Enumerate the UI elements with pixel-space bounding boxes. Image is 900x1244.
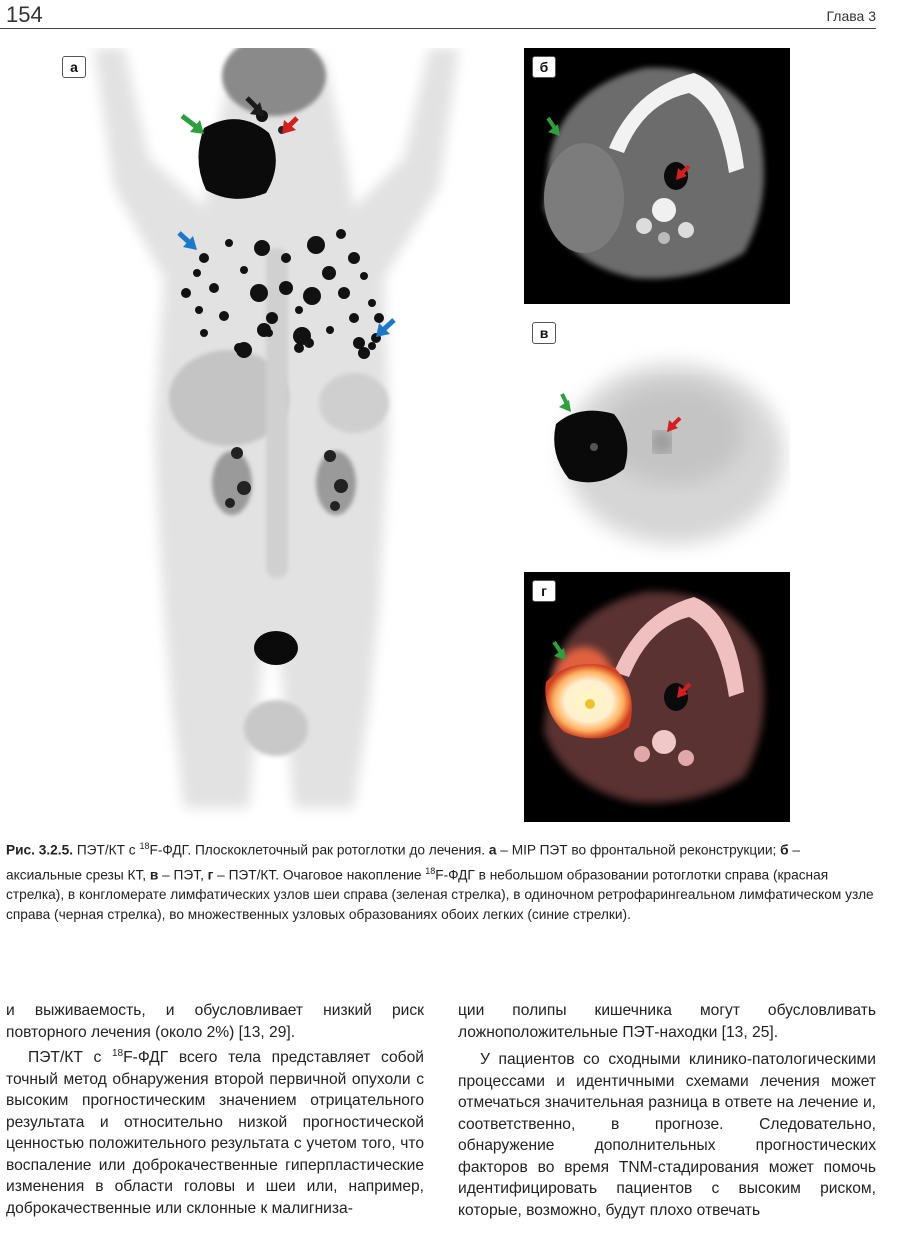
paragraph: и выживаемость, и обусловливает низкий риск повторного лечения (около 2%) [13, 29]. (6, 1002, 424, 1041)
caption-lead: Рис. 3.2.5. (6, 842, 74, 858)
paragraph-text: ПЭТ/КТ с (28, 1049, 112, 1067)
caption-text: – аксиальные срезы КТ, (6, 842, 801, 883)
figure-panel-b (524, 48, 790, 304)
paragraph (6, 1043, 424, 1219)
figure-caption (6, 836, 876, 925)
caption-key: в (149, 867, 159, 883)
panel-label-v: в (532, 322, 556, 344)
figure-panel-g (524, 572, 790, 822)
paragraph: ции полипы кишечника могут обусловливать ложноположительные ПЭТ-находки [13, 25]. (458, 1002, 876, 1041)
green-arrow-icon (548, 118, 560, 136)
left-column (6, 1000, 424, 1219)
caption-key: а (488, 842, 497, 858)
panel-label-a: а (62, 56, 86, 78)
ct-axial-image (524, 48, 790, 304)
panel-label-b: б (532, 56, 556, 78)
paragraph-sup: 18 (112, 1048, 124, 1059)
header-rule (0, 28, 876, 29)
pet-ct-fusion-image (524, 572, 790, 822)
caption-text: – ПЭТ, (158, 867, 208, 883)
caption-text: F-ФДГ в небольшом образовании ротоглотки справа (красная стрелка), в конгломерате лимфатических узлов шеи справа (зеленая стрелка), в одиночном ретрофарингеальном лимфатическом узле справа (черная стрелка), во множественных узловых образованиях обоих легких (синие стрелки). (6, 867, 874, 923)
caption-key: г (207, 867, 214, 883)
caption-sup: 18 (139, 841, 150, 851)
chapter-title: Глава 3 (826, 8, 876, 24)
mip-pet-image (54, 48, 500, 822)
caption-text: – ПЭТ/КТ. Очаговое накопление (213, 867, 426, 883)
caption-text: ПЭТ/КТ с (73, 842, 140, 858)
right-column (458, 1000, 876, 1221)
caption-key: б (780, 842, 789, 858)
caption-text: F-ФДГ. Плоскоклеточный рак ротоглотки до лечения. (149, 842, 489, 858)
page-header (0, 0, 900, 30)
paragraph: У пациентов со сходными клинико-патологическими процессами и идентичными схемами лечения может отмечаться значительная разница в ответе на лечение и, соответственно, в прогнозе. Следовательно, обнаружение дополнительных прогностических факторов во время TNM-стадирования может помочь идентифицировать пациентов с высоким риском, которые, возможно, будут плохо отвечать (458, 1051, 876, 1219)
figure-panel-a (54, 48, 500, 822)
page-number: 154 (6, 2, 43, 27)
paragraph-text: F-ФДГ всего тела представляет собой точный метод обнаружения второй первичной опухоли с высоким прогностическим значением отрицательного результата и относительно низкой прогностической ценностью положительного результата с учетом того, что воспаление или доброкачественные гиперпластические изменения в области головы и шеи или, например, доброкачественные или склонные к малигниза- (6, 1049, 424, 1217)
green-arrow-icon (559, 394, 571, 412)
green-arrow-icon (182, 116, 204, 134)
figure-panel-v (524, 314, 790, 566)
caption-sup: 18 (425, 865, 436, 876)
panel-label-g: г (532, 580, 556, 602)
pet-axial-image (524, 314, 790, 566)
caption-text: – MIP ПЭТ во фронтальной реконструкции; (496, 842, 781, 858)
